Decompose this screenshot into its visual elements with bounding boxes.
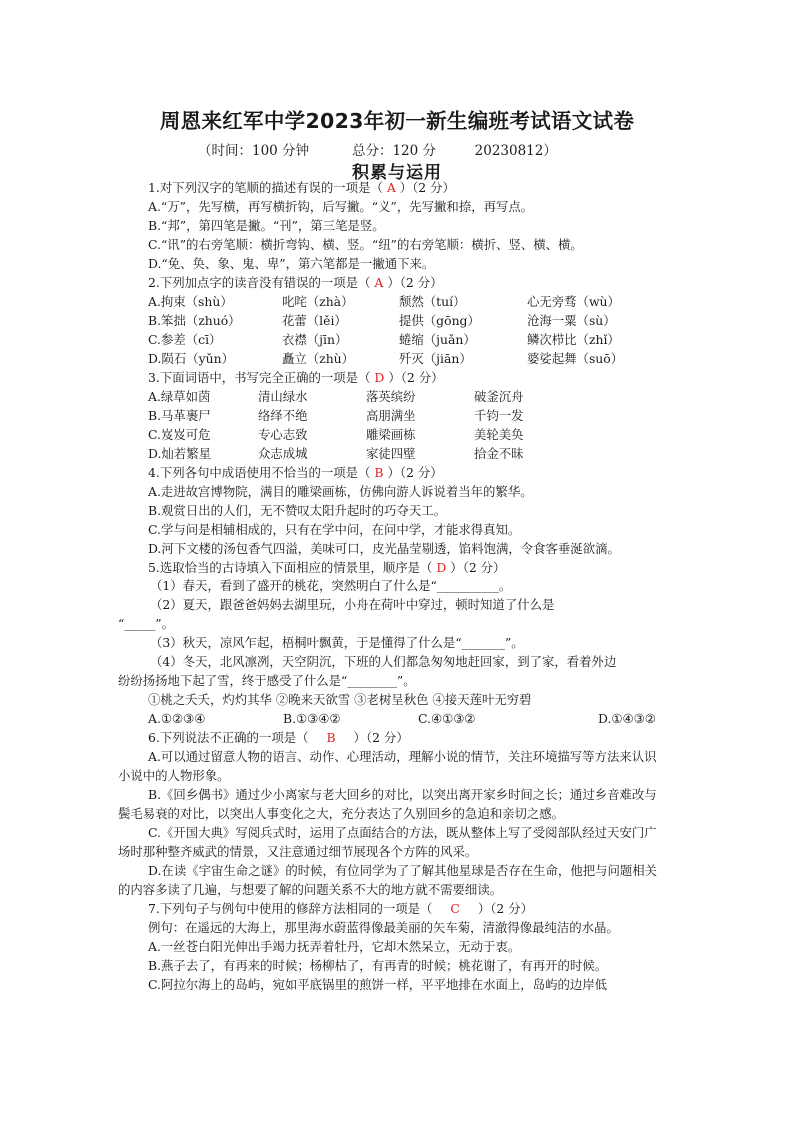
question-4-option-b: B.观赏日出的人们，无不赞叹太阳升起时的巧夺天工。 xyxy=(148,503,447,518)
question-3-row-d: D.灿若繁星 众志成城 家徒四壁 拾金不昧 xyxy=(148,446,524,461)
answer-mark: B xyxy=(326,730,336,745)
scenario-3: （3）秋天，凉风乍起，梧桐叶飘黄，于是懂得了什么是“_______”。 xyxy=(150,635,524,650)
question-4-stem: 4.下列各句中成语使用不恰当的一项是（ B ）（2 分） xyxy=(148,465,443,480)
question-6-stem: 6.下列说法不正确的一项是（ B ）（2 分） xyxy=(148,730,409,745)
question-7-example: 例句：在遥远的大海上，那里海水蔚蓝得像最美丽的矢车菊，清澈得像最纯洁的水晶。 xyxy=(148,920,619,935)
scenario-1: （1）春天，看到了盛开的桃花，突然明白了什么是“__________。 xyxy=(150,578,512,593)
exam-title: 周恩来红军中学2023年初一新生编班考试语文试卷 xyxy=(159,109,635,133)
question-6-option-a: A.可以通过留意人物的语言、动作、心理活动，理解小说的情节，关注环境描写等方法来认识小说中的人物形象。 xyxy=(118,749,657,783)
question-4-option-c: C.学与问是相辅相成的，只有在学中问，在问中学，才能求得真知。 xyxy=(148,522,521,537)
question-3-row-b: B.马革裹尸 络绎不绝 高朋满坐 千钧一发 xyxy=(148,408,524,423)
question-2-row-c: C.参差（cī） 衣襟（jīn） 蜷缩（juǎn） 鳞次栉比（zhǐ） xyxy=(148,332,620,347)
question-7-stem: 7.下列句子与例句中使用的修辞方法相同的一项是（ C ）（2 分） xyxy=(148,901,533,916)
question-6-option-b: B.《回乡偶书》通过少小离家与老大回乡的对比，以突出离开家乡时间之长；通过乡音难改与鬓毛易衰的对比，以突出人事变化之大，充分表达了久别回乡的急迫和亲切之感。 xyxy=(118,787,657,821)
scenario-2: （2）夏天，跟爸爸妈妈去湖里玩，小舟在荷叶中穿过，顿时知道了什么是 xyxy=(150,597,555,612)
question-7-option-c: C.阿拉尔海上的岛屿，宛如平底锅里的煎饼一样，平平地排在水面上，岛屿的边岸低 xyxy=(148,977,608,992)
question-4-option-d: D.河下文楼的汤包香气四溢，美味可口，皮光晶莹剔透，馅料饱满，令食客垂涎欲滴。 xyxy=(148,541,620,556)
question-5-choices: A.①②③④ B.①③④② C.④①③② D.①④③② xyxy=(148,711,656,726)
question-1-option-b: B.“邦”，第四笔是撇。“刊”，第三笔是竖。 xyxy=(148,218,385,233)
question-3-row-c: C.岌岌可危 专心志致 雕梁画栋 美轮美奂 xyxy=(148,427,524,442)
question-7-option-b: B.燕子去了，有再来的时候；杨柳枯了，有再青的时候；桃花谢了，有再开的时候。 xyxy=(148,958,608,973)
question-2-row-d: D.陨石（yǔn） 矗立（zhù） 歼灭（jiān） 婆娑起舞（suō） xyxy=(148,351,624,366)
answer-mark: C xyxy=(450,901,460,916)
question-1-option-d: D.“免、奂、象、鬼、卑”，第六笔都是一撇通下来。 xyxy=(148,256,435,271)
question-2-row-b: B.笨拙（zhuó） 花蕾（lěi） 提供（gōng） 沧海一粟（sù） xyxy=(148,313,616,328)
answer-mark: A xyxy=(374,275,384,290)
questions-1-to-5 xyxy=(148,178,648,577)
scenario-4-cont: 纷纷扬扬地下起了雪，终于感受了什么是“________”。 xyxy=(118,673,416,688)
answer-mark: D xyxy=(436,560,447,575)
question-5-stem: 5.选取恰当的古诗填入下面相应的情景里，顺序是（ D ）（2 分） xyxy=(148,560,506,575)
answer-mark: B xyxy=(374,465,384,480)
question-7-option-a: A.一丝苍白阳光伸出手竭力抚弄着牡丹，它却木然呆立，无动于衷。 xyxy=(148,939,521,954)
question-3-row-a: A.绿草如茵 清山绿水 落英缤纷 破釜沉舟 xyxy=(148,389,524,404)
scenario-4: （4）冬天，北风凛冽，天空阴沉，下班的人们都急匆匆地赶回家，到了家，看着外边 xyxy=(150,654,617,669)
question-5-scenarios xyxy=(118,576,658,728)
scenario-2-cont: “_____”。 xyxy=(118,616,175,631)
section-heading: 积累与运用 xyxy=(352,163,442,183)
poem-list: ①桃之夭夭，灼灼其华 ②晚来天欲雪 ③老树呈秋色 ④接天莲叶无穷碧 xyxy=(148,692,532,707)
question-2-row-a: A.拘束（shù） 叱咤（zhà） 颓然（tuí） 心无旁骛（wù） xyxy=(148,294,620,309)
question-1-option-c: C.“讯”的右旁笔顺：横折弯钩、横、竖。“纽”的右旁笔顺：横折、竖、横、横。 xyxy=(148,237,583,252)
question-4-option-a: A.走进故宫博物院，满目的雕梁画栋，仿佛向游人诉说着当年的繁华。 xyxy=(148,484,533,499)
question-6-option-d: D.在读《宇宙生命之谜》的时候，有位同学为了了解其他星球是否存在生命，他把与问题相关的内容多读了几遍，与想要了解的问题关系不大的地方就不需要细读。 xyxy=(118,863,658,897)
exam-time-score-date: （时间：100 分钟 总分：120 分 20230812） xyxy=(198,143,557,159)
answer-mark: D xyxy=(374,370,385,385)
question-6-option-c: C.《开国大典》写阅兵式时，运用了点面结合的方法，既从整体上写了受阅部队经过天安门广场时那种整齐威武的情景，又注意通过细节展现各个方阵的风采。 xyxy=(118,825,657,859)
question-1-stem: 1.对下列汉字的笔顺的描述有误的一项是（ A ）（2 分） xyxy=(148,180,455,195)
question-1-option-a: A.“万”，先写横，再写横折钩，后写撇。“义”，先写撇和捺，再写点。 xyxy=(148,199,534,214)
question-3-stem: 3.下面词语中，书写完全正确的一项是（ D ）（2 分） xyxy=(148,370,444,385)
questions-6-to-7 xyxy=(118,728,658,994)
answer-mark: A xyxy=(386,180,396,195)
question-2-stem: 2.下列加点字的读音没有错误的一项是（ A ）（2 分） xyxy=(148,275,443,290)
